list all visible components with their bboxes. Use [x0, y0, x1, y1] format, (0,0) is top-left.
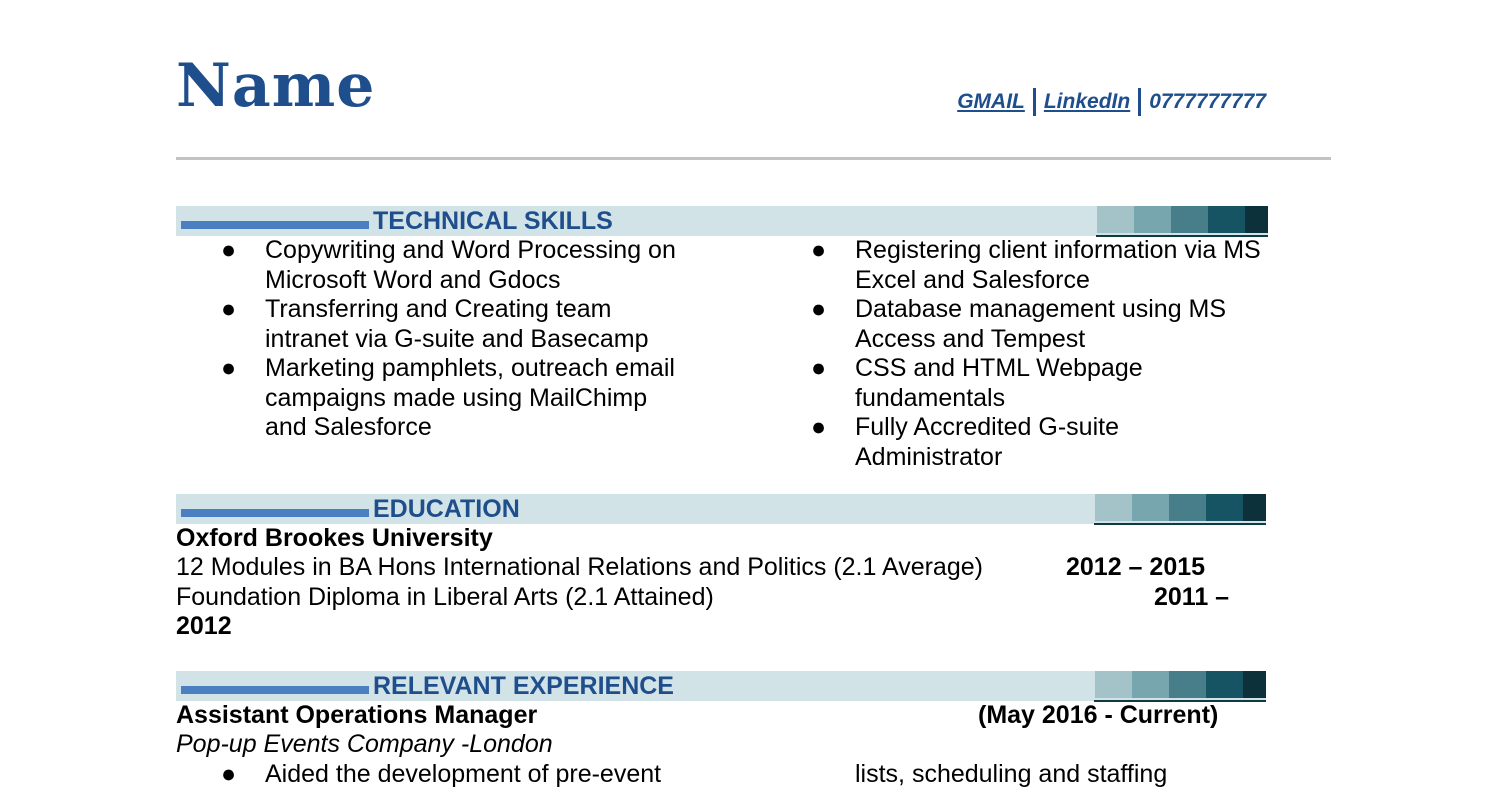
- decor-blocks: [1095, 671, 1266, 698]
- section-title-experience: RELEVANT EXPERIENCE: [373, 672, 674, 700]
- bullet-glyph: ●: [221, 295, 237, 323]
- skill-text-line: Excel and Salesforce: [855, 265, 1090, 294]
- contact-line: [957, 88, 1266, 116]
- job-title: Assistant Operations Manager: [176, 701, 538, 729]
- bullet-glyph: ●: [811, 236, 827, 264]
- education-dates-2-start: 2011 –: [1154, 583, 1230, 611]
- skill-text-line: Microsoft Word and Gdocs: [265, 265, 561, 294]
- decor-block: [1097, 206, 1134, 233]
- decor-block: [1095, 494, 1132, 521]
- skill-text-line: Administrator: [855, 442, 1003, 471]
- section-band-skills: [176, 206, 1268, 236]
- contact-divider: [1138, 88, 1141, 116]
- company-name: Pop-up Events Company -London: [176, 730, 553, 758]
- skill-item: [766, 295, 1261, 354]
- bullet-glyph: ●: [811, 413, 827, 441]
- section-bar: [181, 686, 369, 694]
- education-line-2: Foundation Diploma in Liberal Arts (2.1 Attained): [176, 583, 714, 611]
- contact-divider: [1033, 88, 1036, 116]
- skill-text-line: campaigns made using MailChimp: [265, 383, 648, 412]
- skill-item: [176, 354, 676, 443]
- skills-list-right: [766, 236, 1261, 472]
- skill-item: [766, 413, 1261, 472]
- skills-list-left: [176, 236, 676, 443]
- bullet-glyph: ●: [221, 760, 237, 788]
- education-dates-1: 2012 – 2015: [1066, 553, 1206, 581]
- bullet-glyph: ●: [811, 354, 827, 382]
- header-rule: [176, 157, 1331, 160]
- section-band-education: [176, 494, 1266, 524]
- skill-item: [176, 295, 676, 354]
- decor-block: [1245, 206, 1268, 233]
- skill-item: [766, 354, 1261, 413]
- skill-text-line: Transferring and Creating team: [265, 295, 612, 323]
- experience-bullet-left: Aided the development of pre-event: [265, 760, 662, 788]
- skill-item: [176, 236, 676, 295]
- skill-item: [766, 236, 1261, 295]
- skill-text-line: Fully Accredited G-suite: [855, 413, 1119, 441]
- decor-block: [1243, 671, 1266, 698]
- skill-text-line: Copywriting and Word Processing on: [265, 236, 676, 264]
- decor-block: [1206, 494, 1243, 521]
- job-dates: (May 2016 - Current): [978, 701, 1219, 729]
- decor-block: [1243, 494, 1266, 521]
- bullet-glyph: ●: [221, 354, 237, 382]
- skill-text-line: Access and Tempest: [855, 324, 1086, 353]
- decor-blocks: [1095, 494, 1266, 521]
- experience-bullet-right: lists, scheduling and staffing: [855, 760, 1168, 788]
- bullet-glyph: ●: [811, 295, 827, 323]
- phone-number: 0777777777: [1149, 90, 1266, 113]
- decor-block: [1169, 494, 1206, 521]
- skill-text-line: Registering client information via MS: [855, 236, 1261, 264]
- decor-block: [1095, 671, 1132, 698]
- section-band-experience: [176, 671, 1266, 701]
- skill-text-line: fundamentals: [855, 383, 1006, 412]
- skill-text-line: intranet via G-suite and Basecamp: [265, 324, 649, 353]
- education-dates-2-end: 2012: [176, 612, 232, 640]
- bullet-glyph: ●: [221, 236, 237, 264]
- decor-block: [1134, 206, 1171, 233]
- skill-text-line: and Salesforce: [265, 413, 432, 441]
- education-line-1: 12 Modules in BA Hons International Relations and Politics (2.1 Average): [176, 553, 983, 581]
- school-name: Oxford Brookes University: [176, 524, 493, 552]
- decor-block: [1171, 206, 1208, 233]
- linkedin-link[interactable]: LinkedIn: [1043, 90, 1131, 113]
- decor-blocks: [1097, 206, 1268, 233]
- decor-block: [1208, 206, 1245, 233]
- section-title-skills: TECHNICAL SKILLS: [373, 207, 613, 235]
- decor-block: [1169, 671, 1206, 698]
- section-bar: [181, 509, 369, 517]
- section-bar: [181, 221, 369, 229]
- skill-text-line: CSS and HTML Webpage: [855, 354, 1143, 382]
- skill-text-line: Marketing pamphlets, outreach email: [265, 354, 675, 382]
- decor-underline: [1094, 523, 1266, 525]
- resume-name: Name: [176, 51, 376, 121]
- section-title-education: EDUCATION: [373, 495, 520, 523]
- skill-text-line: Database management using MS: [855, 295, 1227, 323]
- gmail-link[interactable]: GMAIL: [957, 90, 1025, 113]
- decor-block: [1132, 671, 1169, 698]
- decor-block: [1132, 494, 1169, 521]
- decor-block: [1206, 671, 1243, 698]
